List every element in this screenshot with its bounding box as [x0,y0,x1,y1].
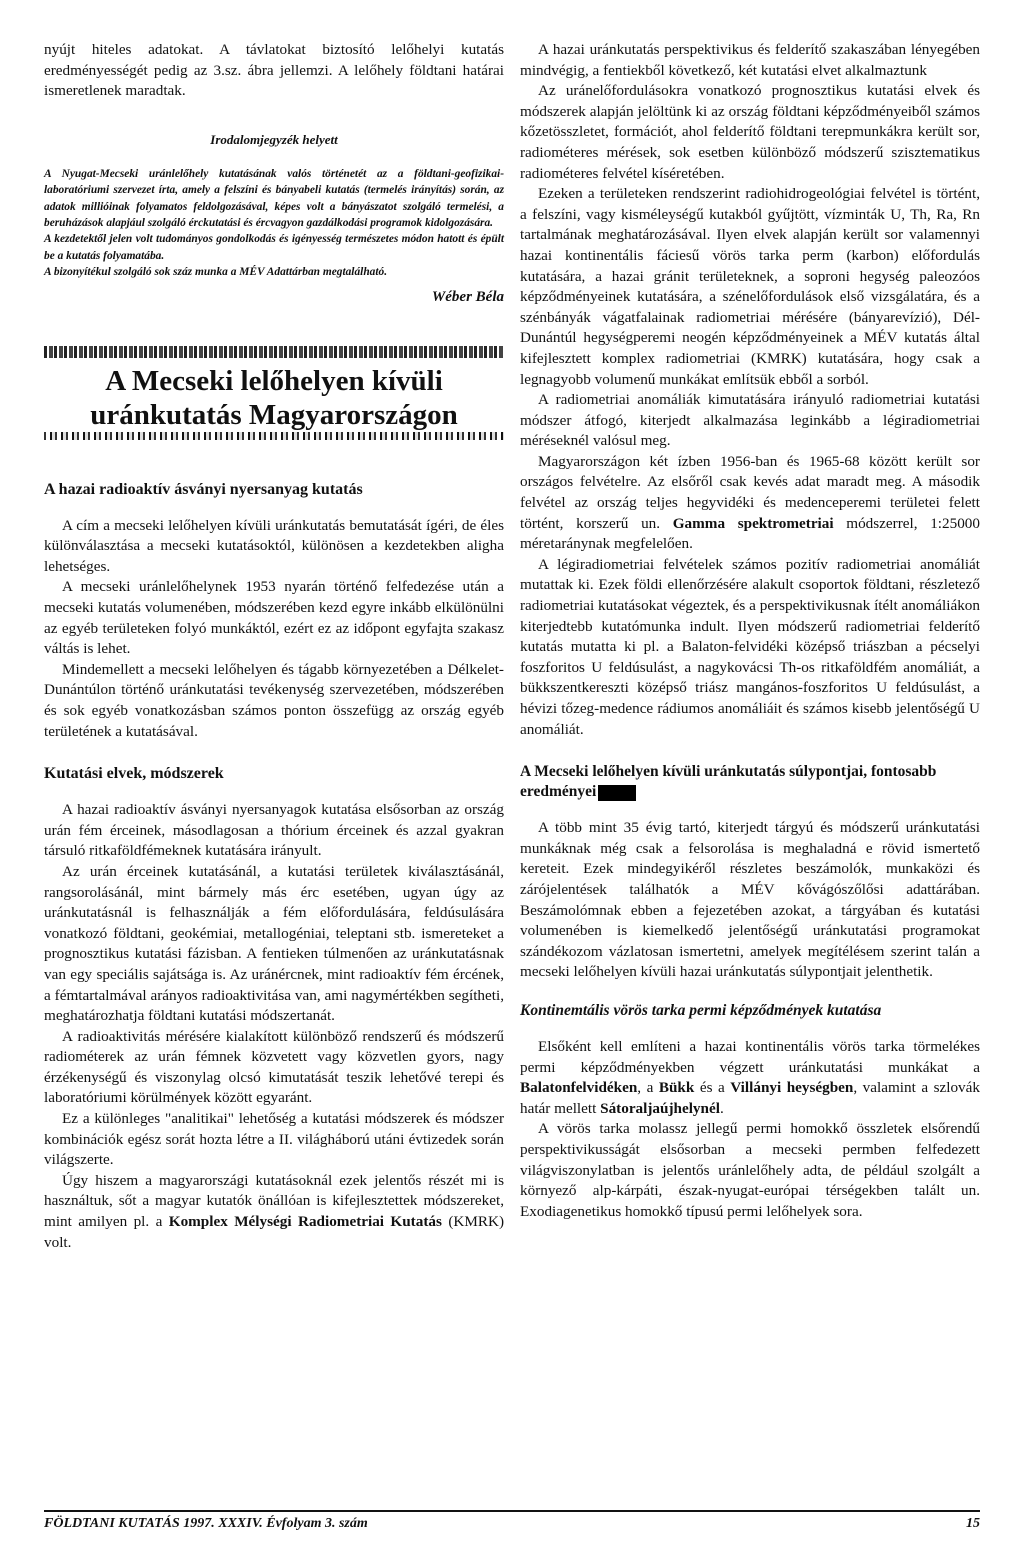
emphasis-place: Bükk [658,1079,695,1097]
text-run: és a [694,1079,731,1097]
article-subheading: A hazai radioaktív ásványi nyersanyag kutatás [44,480,363,498]
left-column [44,40,504,1253]
body-paragraph: Az uránelőfordulásokra vonatkozó prognosztikus kutatási elvek és módszerek alapján jelöltünk ki az ország földtani képződményeiből számos kőzetösszletet, formációt, ahol felderítő földtani terepmunkákra került sor, radiométeres mérések, sok esetben különböző módszerű szisztematikus radiométeres felvétel kíséretében. [520,82,980,182]
body-paragraph: A mecseki uránlelőhelynek 1953 nyarán történő felfedezése után a mecseki kutatás volumenében, módszerében kezd egyre inkább elkülönülni az egyéb területeken folyó munkáktól, ezért ez az időpont egyfajta szakasz váltás is lehet. [44,578,504,658]
title-decoration-bottom [44,432,504,440]
body-paragraph: A hazai radioaktív ásványi nyersanyagok kutatása elsősorban az ország urán fém érceinek, másodlagosan a thórium érceinek és azzal gyakran társuló ritkaföldfémeknek kutatására irányult. [44,801,504,860]
emphasis-kmrk: Komplex Mélységi Radiometriai Kutatás [168,1213,442,1231]
page-number: 15 [966,1516,980,1531]
body-paragraph: Ez a különleges "analitikai" lehetőség a kutatási módszerek és módszer kombinációk egész sorát hozta létre a II. világháború utáni évtizedek során világszerte. [44,1110,504,1169]
references-paragraph: A bizonyítékul szolgáló sok száz munka a MÉV Adattárban megtalálható. [44,266,388,279]
article-title: A Mecseki lelőhelyen kívüli uránkutatás Magyarországon [90,364,458,431]
text-run: Úgy hiszem a magyarországi kutatásoknál ezek jelentős részét mi is használtuk, sőt a magyar kutatók önállóan is kifejlesztettek módszereket, mint amilyen pl. a [44,1171,504,1231]
body-paragraph [44,1171,504,1253]
intro-paragraph: nyújt hiteles adatokat. A távlatokat biztosító lelőhelyi kutatás eredményességét pedig az 3.sz. ábra jellemzi. A lelőhely földtani határai ismeretlenek maradtak. [44,41,504,100]
text-run: (KMRK) volt. [44,1213,504,1251]
emphasis-place: Sátoraljaújhelynél [600,1099,720,1117]
emphasis-place: Balatonfelvidéken [520,1079,638,1097]
footer-rule [44,1510,980,1512]
text-run: Magyarországon két ízben 1956-ban és 1965-68 között került sor országos felvételre. Az elsőről csak kevés adat maradt meg. A második felvétel az ország teljes hegyvidéki és medenceperemi területei felett történt, korszerű un. [520,452,980,532]
body-paragraph: A vörös tarka molassz jellegű permi homokkő összletek elsőrendű perspektivikusságát elsősorban a mecseki permben felfedezett világviszonylatban is jelentős uránlelőhely adta, de például szolgált a környező alp-kárpáti, észak-nyugat-európai térségekben talált un. Exodiagenetikus homokkő típusú permi lelőhelyek sora. [520,1120,980,1220]
text-run: , valamint a szlovák határ mellett [520,1079,980,1117]
body-paragraph: A cím a mecseki lelőhelyen kívüli uránkutatás bemutatását ígéri, de éles különválasztása a mecseki kutatásoktól, különösen a kezdetekben aligha lehetséges. [44,516,504,575]
body-paragraph: A több mint 35 évig tartó, kiterjedt tárgyú és módszerű uránkutatási munkáknak még csak a felsorolása is meghaladná e rövid ismertető kereteit. Ezek mindegyikéről részletes beszámolók, munkaközi és zárójelentések találhatók a MÉV kővágószőlősi adattárában. Beszámolómnak ebben a fejezetében azokat, a tárgyában és kutatási volumenében is kiemelkedő jelentőségű uránkutatási programokat szándékozom vázlatosan ismertetni, amelyek megítélésem szerint talán a mecseki lelőhelyen kívüli hazai uránkutatás súlypontjait jelenthetik. [520,819,980,981]
section-heading-results [520,762,980,802]
references-paragraph: A kezdetektől jelen volt tudományos gondolkodás és igényesség természetes módon hatott és épült be a kutatás folyamatába. [44,233,504,262]
page-footer [44,1516,980,1532]
section-heading-methods: Kutatási elvek, módszerek [44,765,224,783]
author-signature: Wéber Béla [431,288,504,305]
body-paragraph: A radioaktivitás mérésére kialakított különböző rendszerű és módszerű radiométerek az urán fémnek közvetett vagy közvetlen gyors, nagy érzékenységű és viszonylag olcsó kimutatását teszik lehetővé terepi és laboratóriumi körülmények között egyaránt. [44,1027,504,1107]
emphasis-place: Villányi heységben [730,1079,854,1097]
body-paragraph: Mindemellett a mecseki lelőhelyen és tágabb környezetében a Délkelet-Dunántúlon történő uránkutatási tevékenység szervezetében, módszerében és sok egyéb vonatkozásban számos ponton összefügg az ország egyéb területének a kutatásával. [44,660,504,740]
body-paragraph: A hazai uránkutatás perspektivikus és felderítő szakaszában lényegében mindvégig, a fentiekből következő, két kutatási elvet alkalmaztunk [520,41,980,79]
section-heading-perm: Kontinemtális vörös tarka permi képződmények kutatása [520,1001,882,1019]
text-run: , a [637,1079,659,1097]
journal-name: FÖLDTANI KUTATÁS 1997. XXXIV. Évfolyam 3. szám [44,1516,368,1531]
text-run: Elsőként kell említeni a hazai kontinentális vörös tarka törmelékes permi képződményekben végzett uránkutatási munkákat a [520,1037,980,1076]
body-paragraph: A légiradiometriai felvételek számos pozitív radiometriai anomáliát mutattak ki. Ezek földi ellenőrzésére alakult csoportok földtani, részletező radiometriai kutatásokat végeztek, és a perspektivikusnak ítélt anomáliákon kiterjedtebb kutatómunka indult. Ilyen módszerű radiometriai felderítő kutatás mutatta ki pl. a Balaton-felvidéki középső triászban a pécselyi foszforitos U feldúsulást, a nagykovácsi Th-os ritkaföldfém anomáliát, a bükkszentkereszti középső triász mangános-foszforitos U feldúsulást, a hévizi tőzeg-medence rádiumos anomáliáit és számos kisebb jelentőségű U anomáliát. [520,555,980,738]
body-paragraph: A radiometriai anomáliák kimutatására irányuló radiometriai kutatási módszer átfogó, kiterjedt alkalmazása leginkább a légiradiometriai méréseknél valósul meg. [520,391,980,450]
black-block-mark [598,785,636,801]
text-run: . [719,1099,724,1117]
body-paragraph [520,1037,980,1119]
right-column [520,40,980,1222]
body-paragraph: Az urán érceinek kutatásánál, a kutatási területek kiválasztásánál, rangsorolásánál, mint bármely más érc esetében, ugyan úgy az uránkutatásnál is felhasználják a fém előfordulására, feldúsulására vonatkozó földtani, geokémiai, metallogéniai, teleptani stb. ismereteket a prognosztikus kutatási fázisban. A fentieken túlmenően az uránkutatásnak van egy speciális sajátsága is. Az uránércnek, mint radioaktív fém ércének, a fémtartalmával arányos radioaktivitása van, ami nagymértékben segítheti, meghatározhatja földtani kutatási módszertanát. [44,862,504,1025]
references-block [44,166,504,281]
section-heading-text: A Mecseki lelőhelyen kívüli uránkutatás súlypontjai, fontosabb eredményei [520,763,937,801]
references-heading: Irodalomjegyzék helyett [210,131,338,147]
emphasis-gamma: Gamma spektrometriai [672,514,834,532]
references-paragraph: A Nyugat-Mecseki uránlelőhely kutatásának valós történetét az a földtani-geofizikai-laboratóriumi szervezet írta, amely a felszíni és bányabeli kutatás (termelés irányítás) során, az adatok millióinak folyamatos feldolgozásával, képes volt a bányászatot szolgáló termelési, a beruházások alapjául szolgáló érckutatási és ércvagyon gazdálkodási programok kidolgozására. [44,167,504,229]
title-decoration-top [44,346,504,358]
body-paragraph [520,452,980,555]
body-paragraph: Ezeken a területeken rendszerint radiohidrogeológiai felvétel is történt, a felszíni, vagy kisméleységű kutakból gyűjtött, vízminták U, Th, Ra, Rn tartalmának meghatározásával. Ilyen elvek alapján került sor valamennyi hazai kontinentális fáciesű vörös tarka perm (karbon) előfordulás kutatására, a hazai gránit területeknek, a soproni hegység paleozóos képződményeinek kutatására, a szénelőfordulások első vizsgálatára, és a szénbányák vágatfalainak radiometriai mérésére (bányarevízió), Dél-Dunántúl hegységperemi neogén képződményeinek a MÉV kutatás által kifejlesztett komplex radiometriai (KMRK) kutatására, hogy csak a legnagyobb volumenű munkákat említsük ebből a sorból. [520,185,980,388]
text-run: módszerrel, 1:25000 méretaránynak megfelelően. [520,514,980,553]
